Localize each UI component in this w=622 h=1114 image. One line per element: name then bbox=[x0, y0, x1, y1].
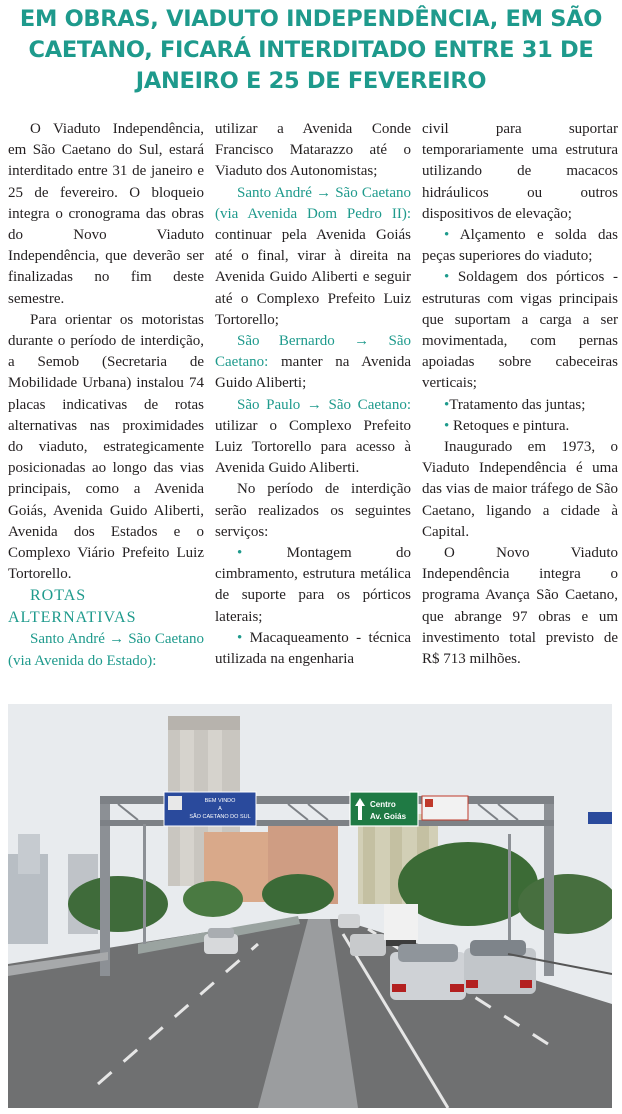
service-bullet-2: • Macaqueamento - técnica utilizada na engenharia bbox=[215, 629, 411, 668]
route-2-label: Santo André → São Caetano (via Avenida Dom Pedro II): bbox=[215, 184, 411, 222]
bullet-icon: • bbox=[237, 629, 243, 646]
bullet-icon: • bbox=[237, 545, 243, 562]
route-2-text: continuar pela Avenida Goiás até o final, virar à direita na Avenida Guido Aliberti e seguir até o Complexo Prefeito Luiz Tortorello; bbox=[215, 227, 411, 328]
article-column-2 bbox=[215, 119, 411, 670]
service-bullet-4: • Soldagem dos pórticos - estruturas com vigas principais que suportam a carga a ser movimentada, com pernas apoiadas sobre cabeceiras verticais; bbox=[422, 269, 619, 392]
welcome-sign-line-2: A bbox=[218, 806, 222, 812]
history-paragraph: Inaugurado em 1973, o Viaduto Independência é uma das vias de maior tráfego de São Caetano, ligando a cidade à Capital. bbox=[422, 439, 618, 540]
bullet-icon: • bbox=[444, 417, 450, 434]
bullet-icon: • bbox=[444, 396, 450, 413]
route-4 bbox=[215, 395, 411, 480]
article-column-1 bbox=[8, 119, 204, 672]
service-bullet-5: •Tratamento das juntas; bbox=[444, 396, 586, 413]
service-bullet-2-cont: civil para suportar temporariamente uma estrutura utilizando de macacos hidráulicos ou outros dispositivos de elevação; bbox=[422, 121, 618, 222]
service-bullet-3: • Alçamento e solda das peças superiores do viaduto; bbox=[422, 227, 618, 265]
viaduct-photo bbox=[8, 704, 612, 1108]
bullet-icon: • bbox=[444, 227, 450, 244]
route-3 bbox=[215, 331, 411, 395]
headline-line-1: EM OBRAS, VIADUTO INDEPENDÊNCIA, EM SÃO bbox=[19, 6, 603, 32]
route-1-text: utilizar a Avenida Conde Francisco Matarazzo até o Viaduto dos Autonomistas; bbox=[215, 121, 411, 180]
route-4-label: São Paulo → São Caetano: bbox=[237, 396, 411, 413]
welcome-sign-line-1: BEM VINDO bbox=[204, 798, 236, 804]
article-column-3 bbox=[422, 119, 618, 670]
rotas-alternativas-heading: ROTAS ALTERNATIVAS bbox=[8, 587, 137, 627]
service-bullet-1: • Montagem do cimbramento, estrutura metálica de suporte para os pórticos laterais; bbox=[215, 545, 411, 625]
route-3-text: manter na Avenida Guido Aliberti; bbox=[215, 354, 411, 392]
bullet-icon: • bbox=[444, 269, 450, 286]
route-1-label: Santo André → São Caetano (via Avenida do Estado): bbox=[8, 631, 204, 669]
direction-sign-line-1: Centro bbox=[370, 800, 396, 809]
headline bbox=[0, 4, 622, 97]
headline-line-3: JANEIRO E 25 DE FEVEREIRO bbox=[135, 68, 487, 94]
route-2 bbox=[215, 183, 411, 331]
direction-sign-line-2: Av. Goiás bbox=[370, 812, 407, 821]
services-intro: No período de interdição serão realizados os seguintes serviços: bbox=[215, 481, 411, 540]
intro-paragraph: O Viaduto Independência, em São Caetano do Sul, estará interditado entre 31 de janeiro e 25 de fevereiro. O bloqueio integra o cronograma das obras do Novo Viaduto Independência, que deverão ser finalizadas no fim deste semestre. bbox=[8, 121, 204, 307]
service-bullet-6: • Retoques e pintura. bbox=[444, 417, 570, 434]
signage-paragraph: Para orientar os motoristas durante o período de interdição, a Semob (Secretaria de Mobilidade Urbana) instalou 74 placas indicativas de rotas alternativas nas proximidades do viaduto, estrategicamente posicionadas ao longo das vias principais, como a Avenida Goiás, Avenida Guido Aliberti, Avenida dos Estados e o Complexo Viário Prefeito Luiz Tortorello. bbox=[8, 311, 204, 583]
welcome-sign-line-3: SÃO CAETANO DO SUL bbox=[189, 814, 251, 820]
route-3-label: São Bernardo → São Caetano: bbox=[215, 333, 411, 371]
headline-line-2: CAETANO, FICARÁ INTERDITADO ENTRE 31 DE bbox=[28, 37, 594, 63]
route-4-text: utilizar o Complexo Prefeito Luiz Tortorello para acesso à Avenida Guido Aliberti. bbox=[215, 417, 411, 477]
program-paragraph: O Novo Viaduto Independência integra o programa Avança São Caetano, que abrange 97 obras e um investimento total previsto de R$ 713 milhões. bbox=[422, 545, 618, 668]
